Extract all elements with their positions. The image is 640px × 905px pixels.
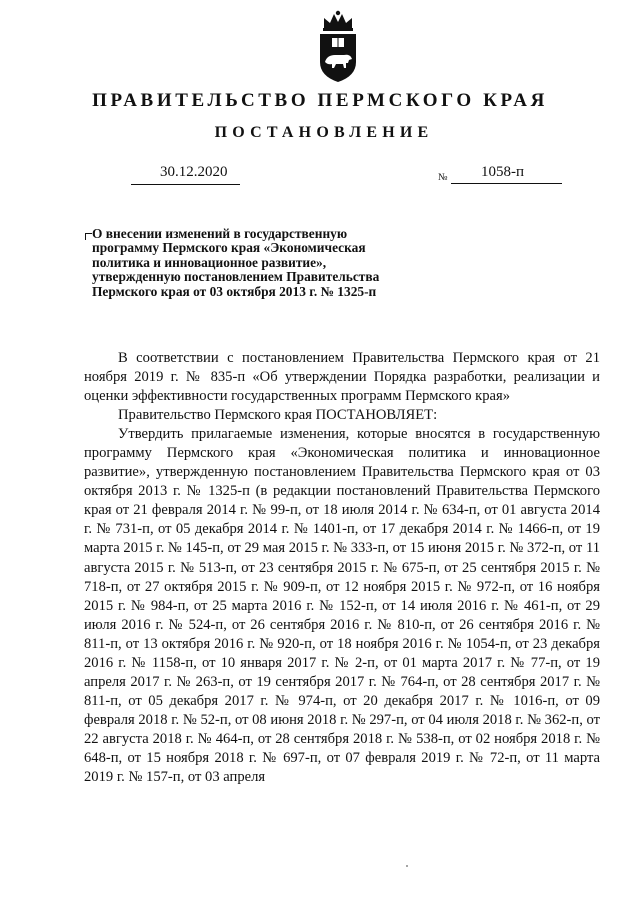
scan-speck <box>406 865 408 867</box>
document-body <box>84 349 600 787</box>
subject-line: О внесении изменений в государственную <box>92 226 348 241</box>
subject-line: программу Пермского края «Экономическая <box>92 240 366 256</box>
number-sign: № <box>438 172 448 183</box>
number-underline <box>451 183 562 184</box>
coat-of-arms-icon <box>316 10 360 84</box>
subject-line: Пермского края от 03 октября 2013 г. № 1325-п <box>92 283 377 299</box>
resolution-paragraph: Правительство Пермского края ПОСТАНОВЛЯЕТ: <box>118 407 438 424</box>
subject-line: утвержденную постановлением Правительства <box>92 269 380 285</box>
document-number: 1058-п <box>481 164 525 180</box>
subject-corner-mark <box>85 233 92 240</box>
approval-paragraph: Утвердить прилагаемые изменения, которые вносятся в государственную программу Пермского края «Экономическая политика и инновационное развитие», утвержденную постановлением Правительства Пермского края от 03 октября 2013 г. № 1325-п (в редакции постановлений Правительства Пермского края от 21 февраля 2014 г. № 99-п, от 18 июля 2014 г. № 634-п, от 01 августа 2014 г. № 731-п, от 05 декабря 2014 г. № 1401-п, от 17 декабря 2014 г. № 1466-п, от 19 марта 2015 г. № 145-п, от 29 мая 2015 г. № 333-п, от 15 июня 2015 г. № 372-п, от 11 августа 2015 г. № 513-п, от 23 сентября 2015 г. № 675-п, от 25 сентября 2015 г. № 718-п, от 27 октября 2015 г. № 909-п, от 12 ноября 2015 г. № 972-п, от 16 ноября 2015 г. № 984-п, от 25 марта 2016 г. № 152-п, от 14 июля 2016 г. № 461-п, от 29 июля 2016 г. № 524-п, от 26 сентября 2016 г. № 810-п, от 26 сентября 2016 г. № 811-п, от 13 октября 2016 г. № 920-п, от 18 ноября 2016 г. № 1054-п, от 23 декабря 2016 г. № 1158-п, от 10 января 2017 г. № 2-п, от 01 марта 2017 г. № 77-п, от 19 апреля 2017 г. № 263-п, от 19 сентября 2017 г. № 764-п, от 28 сентября 2017 г. № 811-п, от 05 декабря 2017 г. № 974-п, от 20 декабря 2017 г. № 1016-п, от 09 февраля 2018 г. № 52-п, от 08 июня 2018 г. № 297-п, от 04 июля 2018 г. № 362-п, от 22 августа 2018 г. № 464-п, от 28 сентября 2018 г. № 538-п, от 02 ноября 2018 г. № 648-п, от 15 ноября 2018 г. № 697-п, от 07 февраля 2019 г. № 72-п, от 11 марта 2019 г. № 157-п, от 03 апреля <box>84 426 600 786</box>
preamble-paragraph: В соответствии с постановлением Правительства Пермского края от 21 ноября 2019 г. № 835-п «Об утверждении Порядка разработки, реализации и оценки эффективности государственных программ Пермского края» <box>84 350 600 405</box>
document-subject <box>92 227 432 299</box>
document-date: 30.12.2020 <box>160 164 228 180</box>
document-type: ПОСТАНОВЛЕНИЕ <box>214 124 434 141</box>
government-title: ПРАВИТЕЛЬСТВО ПЕРМСКОГО КРАЯ <box>92 90 548 111</box>
subject-line: политика и инновационное развитие», <box>92 254 327 270</box>
date-underline <box>131 184 240 185</box>
